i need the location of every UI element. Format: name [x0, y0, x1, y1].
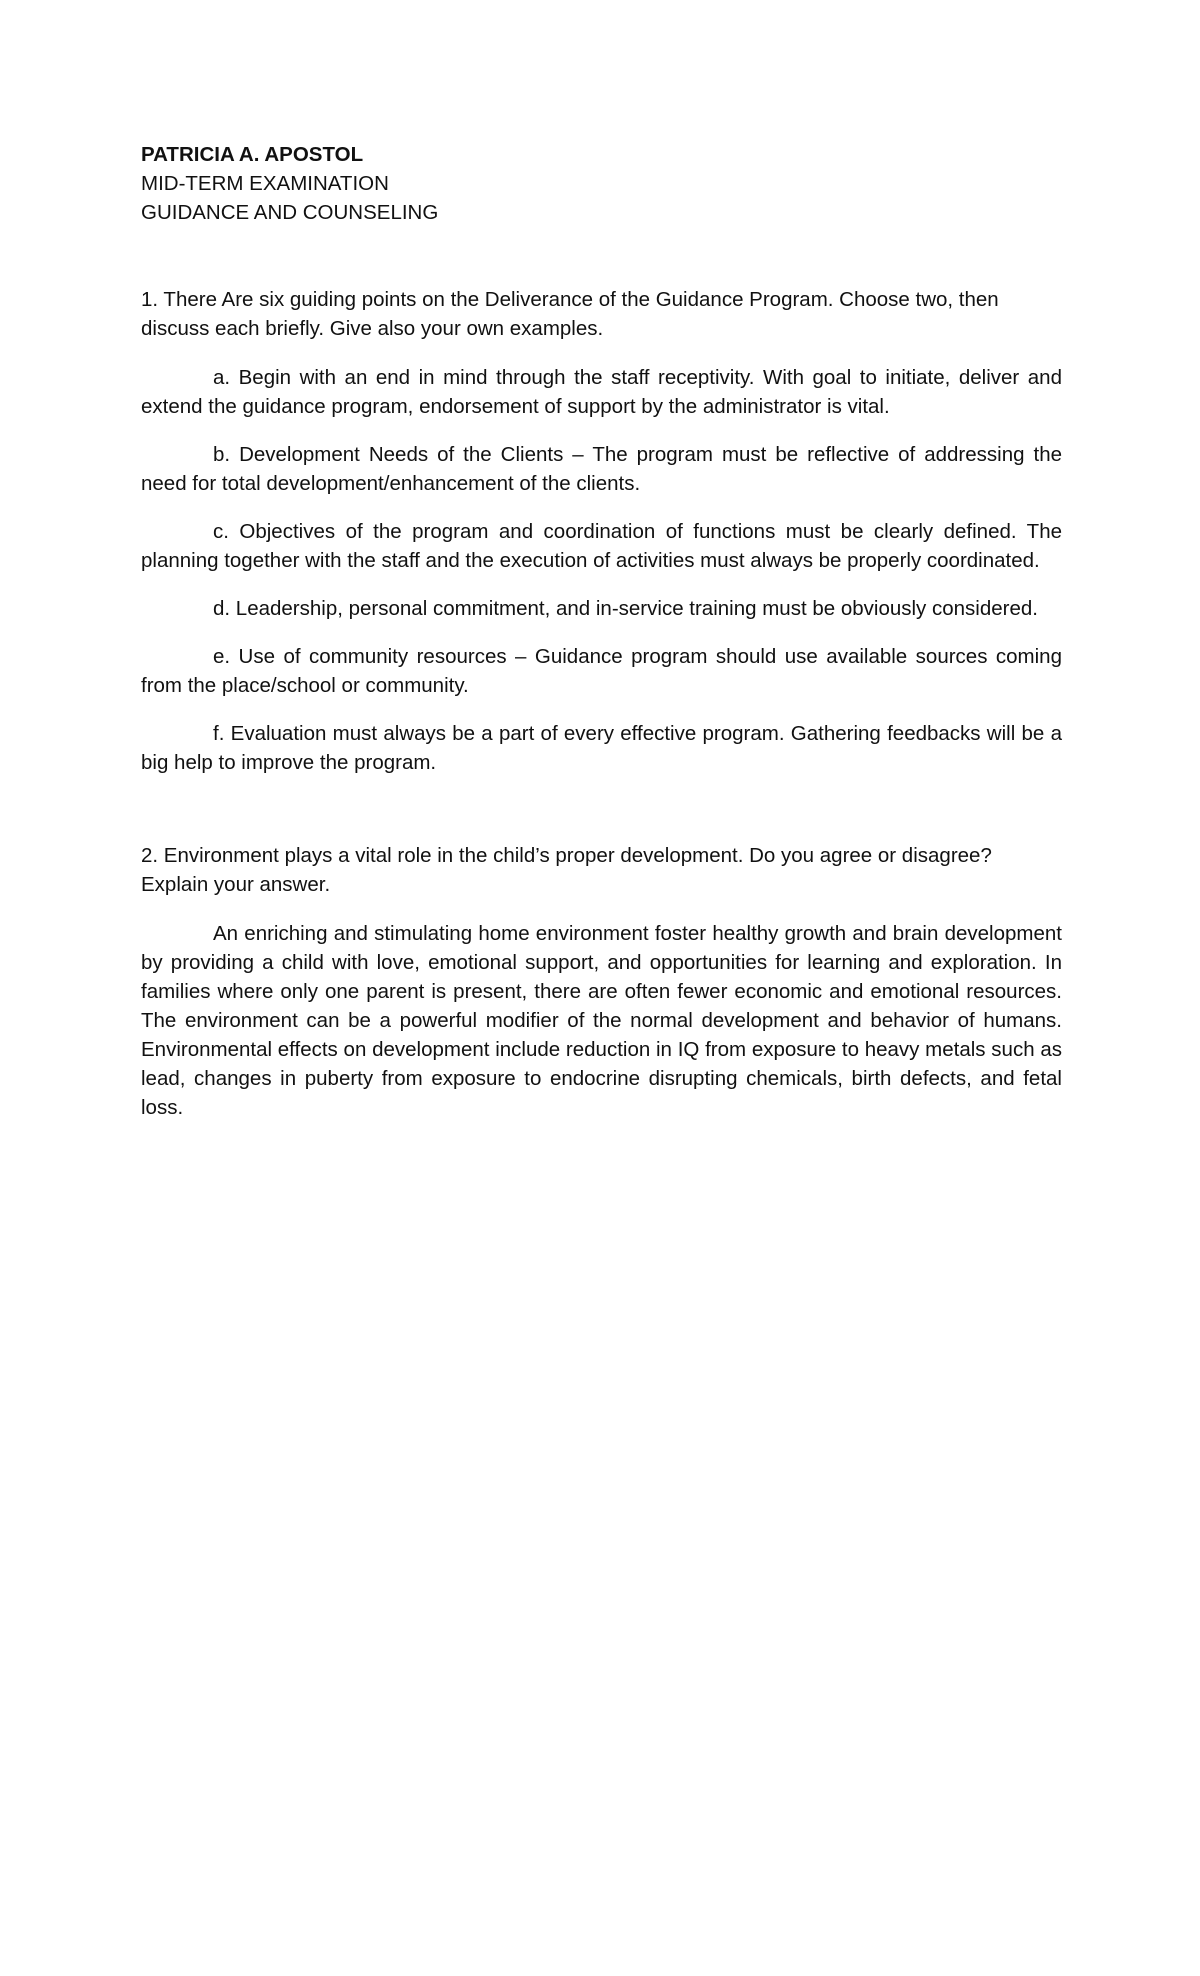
guiding-point-f: f. Evaluation must always be a part of every effective program. Gathering feedbacks will be a big help to improve the program. [141, 722, 1062, 774]
document-page [141, 140, 1062, 1122]
guiding-point-c: c. Objectives of the program and coordination of functions must be clearly defined. The planning together with the staff and the execution of activities must always be properly coordinated. [141, 520, 1062, 572]
document-header [141, 140, 1062, 227]
question-2-prompt: 2. Environment plays a vital role in the child’s proper development. Do you agree or disagree? Explain your answer. [141, 844, 992, 896]
guiding-point-e: e. Use of community resources – Guidance program should use available sources coming from the place/school or community. [141, 645, 1062, 697]
subject-title: GUIDANCE AND COUNSELING [141, 201, 439, 224]
question-1-section [141, 285, 1062, 777]
guiding-point-a: a. Begin with an end in mind through the staff receptivity. With goal to initiate, deliver and extend the guidance program, endorsement of support by the administrator is vital. [141, 366, 1062, 418]
question-2-answer: An enriching and stimulating home environment foster healthy growth and brain development by providing a child with love, emotional support, and opportunities for learning and exploration. In families where only one parent is present, there are often fewer economic and emotional resources. The environment can be a powerful modifier of the normal development and behavior of humans. Environmental effects on development include reduction in IQ from exposure to heavy metals such as lead, changes in puberty from exposure to endocrine disrupting chemicals, birth defects, and fetal loss. [141, 922, 1062, 1119]
exam-title: MID-TERM EXAMINATION [141, 172, 389, 195]
question-1-prompt: 1. There Are six guiding points on the Deliverance of the Guidance Program. Choose two, then discuss each briefly. Give also your own examples. [141, 288, 999, 340]
student-name: PATRICIA A. APOSTOL [141, 143, 364, 166]
question-2-section [141, 841, 1062, 1122]
guiding-point-b: b. Development Needs of the Clients – The program must be reflective of addressing the need for total development/enhancement of the clients. [141, 443, 1062, 495]
guiding-point-d: d. Leadership, personal commitment, and in-service training must be obviously considered. [213, 597, 1038, 620]
